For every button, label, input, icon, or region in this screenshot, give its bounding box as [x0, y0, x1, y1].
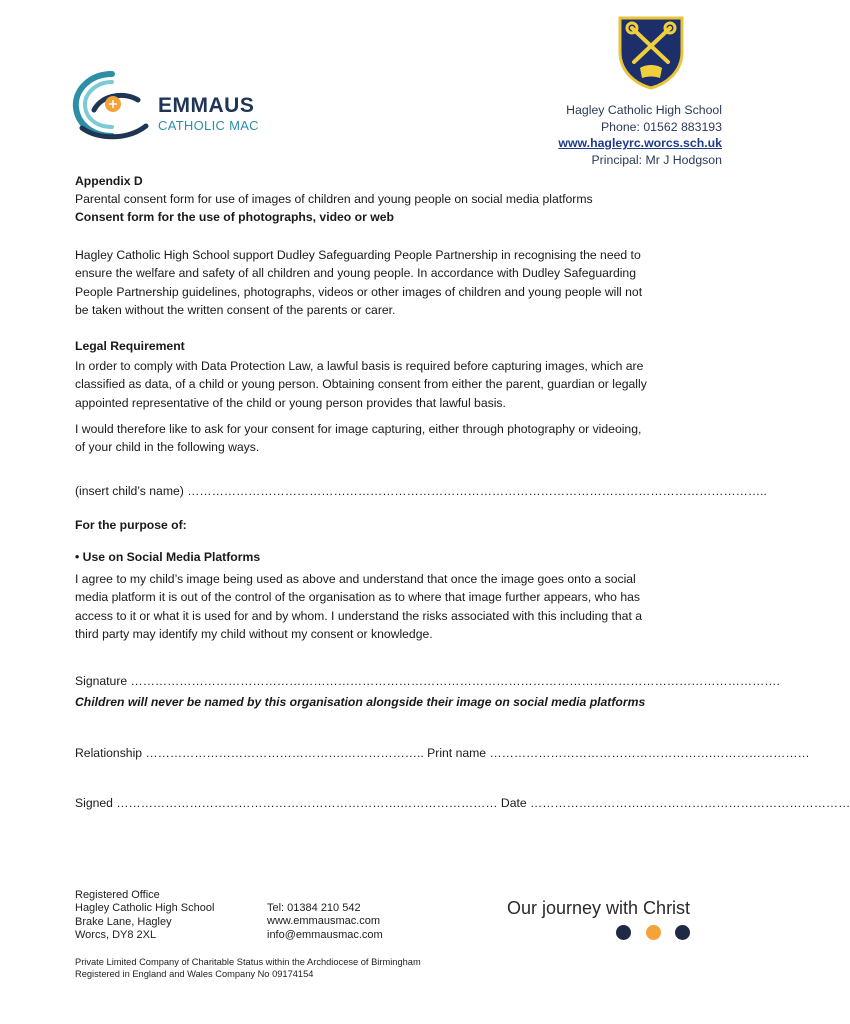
legal-paragraph [75, 357, 695, 412]
office-line: Worcs, DY8 2XL [75, 929, 157, 942]
intro-line: be taken without the written consent of the parents or carer. [75, 303, 396, 318]
school-website-link[interactable]: www.hagleyrc.worcs.sch.uk [558, 136, 722, 150]
signature-field[interactable]: Signature ……………………………………………………………………………………………………………………………………………. [75, 674, 780, 688]
relationship-print-name-field[interactable]: Relationship ………………………………………….……………….. Print name ……………………………………………….…………………… [75, 746, 810, 760]
legal-heading: Legal Requirement [75, 339, 185, 353]
school-contact-block [558, 102, 722, 168]
intro-line: People Partnership guidelines, photographs, videos or other images of children and young people will not [75, 284, 643, 299]
purpose-heading: For the purpose of: [75, 518, 187, 532]
intro-line: Hagley Catholic High School support Dudley Safeguarding People Partnership in recognising the need to [75, 248, 641, 262]
privacy-notice: Children will never be named by this organisation alongside their image on social media platforms [75, 695, 646, 709]
legal-line: In order to comply with Data Protection Law, a lawful basis is required before capturing images, which are [75, 359, 644, 373]
legal-line: classified as data, of a child or young person. Obtaining consent from either the parent, guardian or legally [75, 377, 647, 392]
form-subtitle: Parental consent form for use of images of children and young people on social media platforms [75, 192, 593, 206]
tagline: Our journey with Christ [507, 898, 691, 918]
form-heading: Consent form for the use of photographs, video or web [75, 210, 394, 224]
school-principal: Principal: Mr J Hodgson [591, 152, 722, 167]
office-line: Brake Lane, Hagley [75, 915, 172, 928]
intro-paragraph [75, 246, 695, 320]
emmaus-logo [72, 70, 272, 140]
school-phone: Phone: 01562 883193 [600, 119, 722, 134]
consent-request-paragraph [75, 420, 695, 457]
office-line: Registered Office [75, 889, 160, 901]
agreement-line: I agree to my child’s image being used as above and understand that once the image goes onto a social [75, 572, 636, 586]
tagline-dot [675, 925, 690, 940]
school-name: Hagley Catholic High School [566, 103, 722, 117]
registration-line: Registered in England and Wales Company No 09174154 [75, 969, 314, 979]
social-media-bullet: • Use on Social Media Platforms [75, 550, 261, 564]
office-line: Hagley Catholic High School [75, 902, 215, 915]
registered-office-block [75, 889, 214, 943]
agreement-paragraph [75, 570, 695, 644]
brand-name: EMMAUS [158, 94, 255, 117]
agreement-line: access to it or what it is used for and by whom. I understand the risks associated with this including that a [75, 608, 643, 623]
consent-request-line: I would therefore like to ask for your consent for image capturing, either through photography or videoing, [75, 422, 642, 436]
consent-request-line: of your child in the following ways. [75, 440, 260, 455]
tagline-dot [616, 925, 631, 940]
mac-contact-block [267, 902, 383, 942]
appendix-title: Appendix D [75, 174, 143, 188]
mac-phone: Tel: 01384 210 542 [267, 902, 361, 914]
agreement-line: media platform it is out of the control of the organisation as to where that image further appears, who has [75, 590, 640, 605]
emmaus-emblem-icon [72, 70, 156, 140]
mac-website-link[interactable]: www.emmausmac.com [267, 915, 381, 928]
signed-date-field[interactable]: Signed …………………………………………………………….…………………… Date ……………………….…………………………………………… [75, 796, 850, 810]
legal-status-line: Private Limited Company of Charitable Status within the Archdiocese of Birmingham [75, 957, 421, 967]
child-name-field[interactable]: (insert child’s name) …………………………………………………………………………………………………………………………….. [75, 484, 767, 498]
intro-line: ensure the welfare and safety of all children and young people. In accordance with Dudley Safeguarding [75, 266, 636, 281]
mac-email-link[interactable]: info@emmausmac.com [267, 928, 383, 941]
company-legal-block [75, 956, 421, 980]
tagline-dot [646, 925, 661, 940]
brand-sub: CATHOLIC MAC [158, 118, 259, 133]
agreement-line: third party may identify my child without my consent or knowledge. [75, 627, 433, 642]
school-crest [616, 14, 686, 90]
legal-line: appointed representative of the child or young person provides that lawful basis. [75, 395, 506, 410]
crossed-keys-shield-icon [616, 14, 686, 90]
